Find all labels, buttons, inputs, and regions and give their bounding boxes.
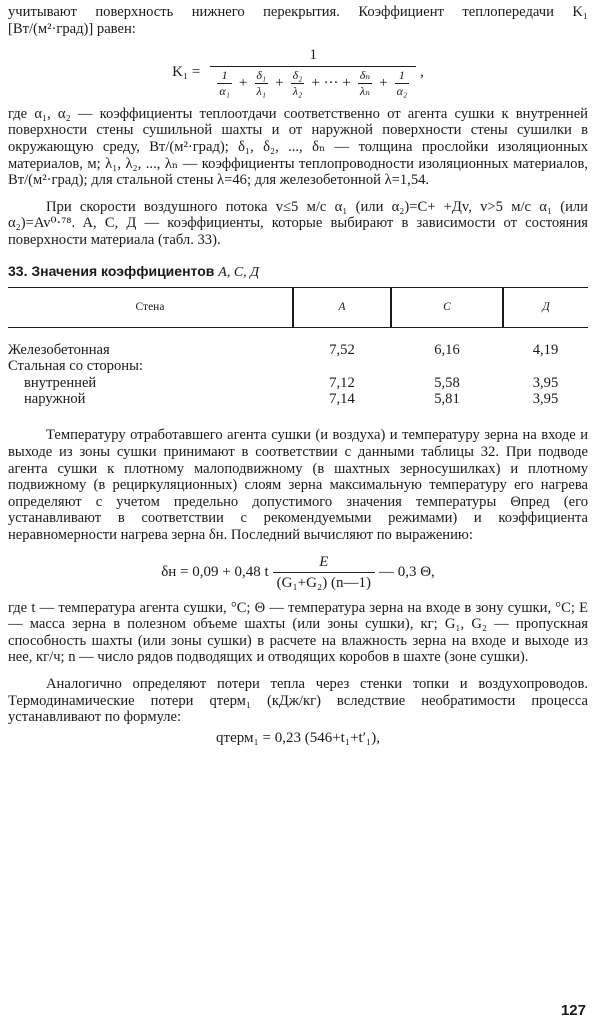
table-header-row: [8, 288, 588, 328]
cell-c: 5,58: [434, 374, 460, 391]
table-row: [8, 327, 588, 358]
row-label: наружной: [24, 390, 86, 407]
header-wall: Стена: [8, 288, 293, 328]
losses-paragraph: Аналогично определяют потери тепла через стенки топки и воздухопроводов. Термодинамические потери qтерм₁ (кДж/кг) вследствие необратимости процесса устанавливают по формуле:: [8, 676, 588, 726]
formula-delta-tail: — 0,3 Θ,: [378, 564, 435, 581]
cell-c: [391, 358, 503, 374]
cell-c: 5,81: [434, 390, 460, 407]
formula-k1-lhs: K₁ =: [172, 64, 201, 81]
formula-delta-lhs: δн = 0,09 + 0,48 t: [161, 564, 269, 581]
row-label: внутренней: [24, 374, 97, 391]
formula-k1-trail: ,: [420, 64, 424, 81]
table-row: [8, 391, 588, 407]
formula-k1-denominator: 1 α₁ + $\frac{\text{δ₁}}{\text{λ₁}}$ + $\frac{\text{δ₂}}{\text{λ₂}}$ + ··· + $\frac{\text{δₙ}}{\text{λₙ}}$ + $\frac{1}{\text{α₂}}$: [210, 66, 416, 98]
row-label: Железобетонная: [8, 341, 110, 358]
page-body: [8, 4, 588, 746]
cell-d: [503, 358, 588, 374]
formula-k1-numerator: 1: [309, 47, 317, 64]
cell-d: 4,19: [532, 341, 559, 358]
header-c: C: [391, 288, 503, 328]
formula-delta-denominator: (G₁+G₂) (n—1): [273, 572, 375, 592]
formula-k1: [8, 47, 588, 98]
formula-delta-fraction: [273, 554, 375, 592]
row-label: Стальная со стороны:: [8, 358, 143, 375]
formula-q: qтерм₁ = 0,23 (546+t₁+t′₁),: [216, 729, 380, 746]
coefficients-table: [8, 287, 588, 407]
table-row: [8, 375, 588, 391]
header-a: A: [293, 288, 391, 328]
cell-c: 6,16: [434, 341, 460, 358]
formula-delta-numerator: E: [319, 553, 329, 570]
cell-d: 3,95: [532, 390, 559, 407]
cell-d: 3,95: [532, 374, 559, 391]
formula-k1-fraction: [210, 47, 416, 98]
cell-a: 7,14: [329, 390, 355, 407]
where-paragraph-2: где t — температура агента сушки, °С; Θ — температура зерна на входе в зону сушки, °С; E — масса зерна в полезном объеме шахты (или зоны сушки), кг; G₁, G₂ — пропускная способность шахты (или зоны сушки) в расчете на влажность зерна на входе и выходе из нее, кг/ч; n — число рядов подводящих и отводящих коробов в шахте (зоне сушки).: [8, 599, 588, 666]
intro-text: учитывают поверхность нижнего перекрытия. Коэффициент теплопередачи K₁ [Вт/(м²·град)] равен:: [8, 4, 588, 37]
formula-delta: [8, 554, 588, 592]
temperature-paragraph: Температуру отработавшего агента сушки (и воздуха) и температуру зерна на входе и выходе из зоны сушки принимают в соответствии с данными таблицы 32. При подводе агента сушки к плотному малоподвижному (в шахтных зерносушилках) и плотному подвижному (в рециркуляционных) слоям зерна максимальную температуру его нагрева определяют с учетом предельно допустимого значения температуры Θпред (его устанавливают в соответствии с рекомендуемыми режимами) и коэффициента неравномерности нагрева зерна δн. Последний вычисляют по выражению:: [8, 427, 588, 543]
cell-a: 7,52: [329, 341, 355, 358]
header-d: Д: [503, 288, 588, 328]
page-number: 127: [560, 1002, 586, 1019]
cell-a: 7,12: [329, 374, 355, 391]
cell-a: [293, 358, 391, 374]
table-title-italic: A, C, Д: [218, 264, 260, 280]
where-paragraph-1: где α₁, α₂ — коэффициенты теплоотдачи соответственно от агента сушки к внутренней поверхности стены сушильной шахты и от наружной поверхности стены сушилки в окружающую среду, Вт/(м²·град); δ₁, δ₂, ..., δₙ — толщина прослойки изоляционных материалов, м; λ₁, λ₂, ..., λₙ — коэффициенты теплопроводности изоляционных материалов, Вт/(м²·град); для стальной стены λ=46; для железобетонной λ=1,54.: [8, 105, 588, 189]
table-title-text: 33. Значения коэффициентов: [8, 262, 215, 279]
table-title: [8, 263, 588, 282]
table-row: [8, 358, 588, 374]
speed-paragraph: При скорости воздушного потока v≤5 м/с α₁ (или α₂)=C+ +Дv, v>5 м/с α₁ (или α₂)=Av⁰·⁷⁸. A, C, Д — коэффициенты, которые выбирают в зависимости от состояния поверхности материала (табл. 33).: [8, 198, 588, 248]
